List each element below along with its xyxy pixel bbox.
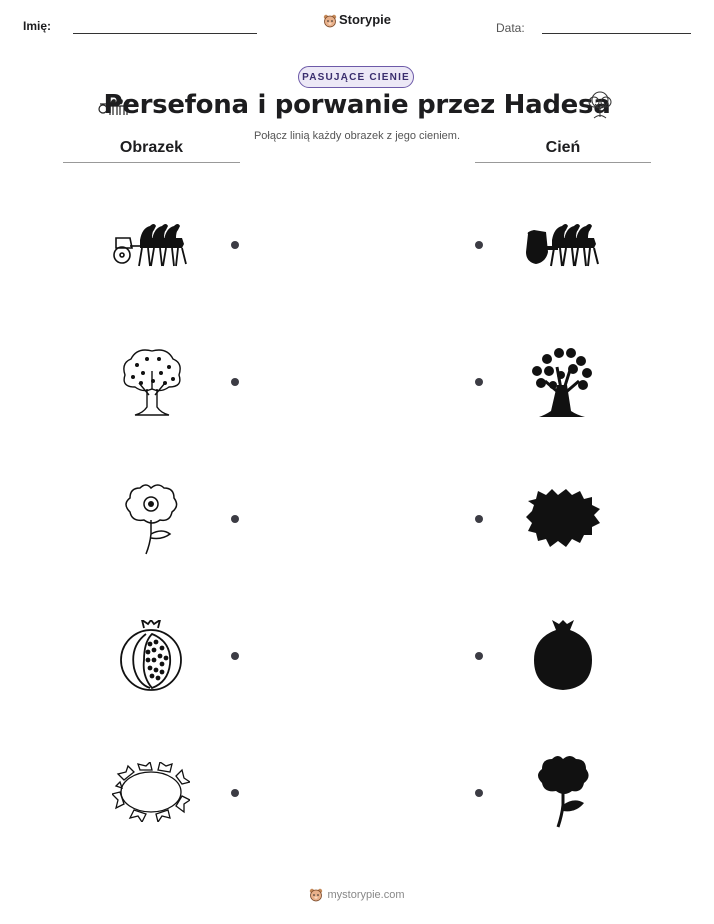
match-dot-right-4[interactable]: [475, 652, 483, 660]
page-title: Persefona i porwanie przez Hadesa: [103, 90, 611, 120]
brand-name: Storypie: [338, 12, 391, 27]
pomegranate-icon: [118, 620, 184, 692]
match-dot-right-2[interactable]: [475, 378, 483, 386]
match-dot-left-2[interactable]: [231, 378, 239, 386]
bear-logo-icon: [323, 14, 337, 28]
tree-icon: [117, 345, 187, 419]
match-dot-left-3[interactable]: [231, 515, 239, 523]
column-underline-shadow: [475, 162, 651, 163]
wreath-icon: [112, 762, 190, 822]
match-dot-right-1[interactable]: [475, 241, 483, 249]
match-dot-right-5[interactable]: [475, 789, 483, 797]
worksheet-type-badge: PASUJĄCE CIENIE: [298, 66, 414, 88]
bear-footer-icon: [309, 888, 323, 902]
footer: [0, 888, 714, 902]
date-label: Data:: [496, 21, 525, 35]
poppy-flower-icon: [122, 482, 180, 558]
match-dot-right-3[interactable]: [475, 515, 483, 523]
match-dot-left-4[interactable]: [231, 652, 239, 660]
footer-url[interactable]: mystorypie.com: [327, 888, 405, 901]
match-dot-left-5[interactable]: [231, 789, 239, 797]
chariot-icon: [112, 218, 190, 272]
pomegranate-shadow-icon: [530, 620, 596, 692]
wreath-shadow-icon: [524, 487, 602, 549]
chariot-shadow-icon: [524, 218, 602, 272]
poppy-flower-shadow-icon: [534, 755, 592, 831]
brand-logo: [0, 12, 714, 28]
column-header-shadow: Cień: [545, 139, 581, 156]
column-header-picture: Obrazek: [119, 139, 184, 156]
instructions: Połącz linią każdy obrazek z jego cieniem.: [253, 130, 461, 142]
title-tree-icon: [586, 91, 614, 121]
name-line[interactable]: [73, 33, 257, 34]
tree-shadow-icon: [527, 345, 597, 419]
date-line[interactable]: [542, 33, 691, 34]
name-label: Imię:: [23, 19, 52, 33]
match-dot-left-1[interactable]: [231, 241, 239, 249]
column-underline-picture: [63, 162, 240, 163]
